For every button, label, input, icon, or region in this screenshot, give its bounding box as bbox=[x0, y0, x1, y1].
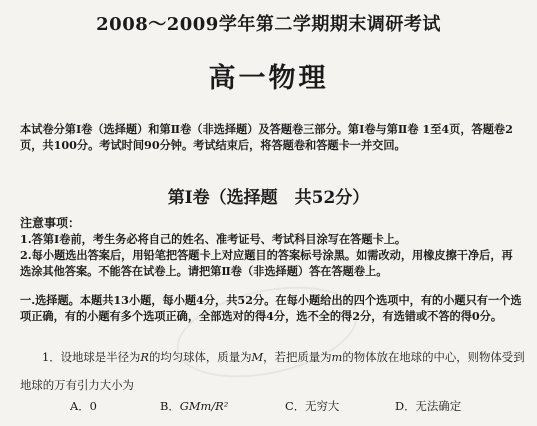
section-title: 第Ⅰ卷（选择题 共52分） bbox=[167, 188, 370, 208]
notice-item: 2.每小题选出答案后，用铅笔把答题卡上对应题目的答案标号涂黑。如需改动，用橡皮擦干净后，再选涂其他答案。不能答在试卷上。请把第Ⅱ卷（非选择题）答在答题卷上。 bbox=[20, 248, 513, 278]
option-c: C．无穷大 bbox=[285, 399, 340, 413]
var-radius: R bbox=[140, 350, 149, 364]
option-b bbox=[160, 398, 228, 414]
exam-title: 2008～2009学年第二学期期末调研考试 bbox=[96, 14, 441, 35]
subject-title: 高一物理 bbox=[208, 63, 329, 94]
question-1-stem bbox=[20, 343, 525, 399]
notice-item: 1.答第Ⅰ卷前，考生务必将自己的姓名、准考证号、考试科目涂写在答题卡上。 bbox=[20, 232, 407, 246]
question-1-mid2: ，若把质量为 bbox=[263, 350, 332, 364]
option-b-prefix: B． bbox=[160, 399, 180, 413]
notice-heading: 注意事项： bbox=[20, 216, 81, 230]
notice-list bbox=[20, 231, 522, 279]
var-object-mass: m bbox=[331, 350, 343, 364]
question-1-lead: 1．设地球是半径为 bbox=[42, 350, 141, 364]
option-b-formula: GMm/R² bbox=[179, 399, 229, 413]
option-d: D．无法确定 bbox=[395, 399, 462, 413]
question-1-tail: 的物体放在地球的中心，则物体受到地球的万有引力大小为 bbox=[20, 350, 525, 392]
paper-intro: 本试卷分第Ⅰ卷（选择题）和第Ⅱ卷（非选择题）及答题卷三部分。第Ⅰ卷与第Ⅱ卷 1至4页，答题卷2页，共100分。考试时间90分钟。考试结束后，将答题卷和答题卡一并交回。 bbox=[20, 122, 513, 152]
var-earth-mass: M bbox=[251, 350, 264, 364]
question-section-intro: 一.选择题。本题共13小题，每小题4分，共52分。在每小题给出的四个选项中，有的小题只有一个选项正确，有的小题有多个选项正确，全部选对的得4分，选不全的得2分，有选错或不答的得0分。 bbox=[20, 293, 522, 323]
question-1-mid1: 的均匀球体，质量为 bbox=[148, 350, 252, 364]
option-a: A．0 bbox=[70, 399, 97, 413]
